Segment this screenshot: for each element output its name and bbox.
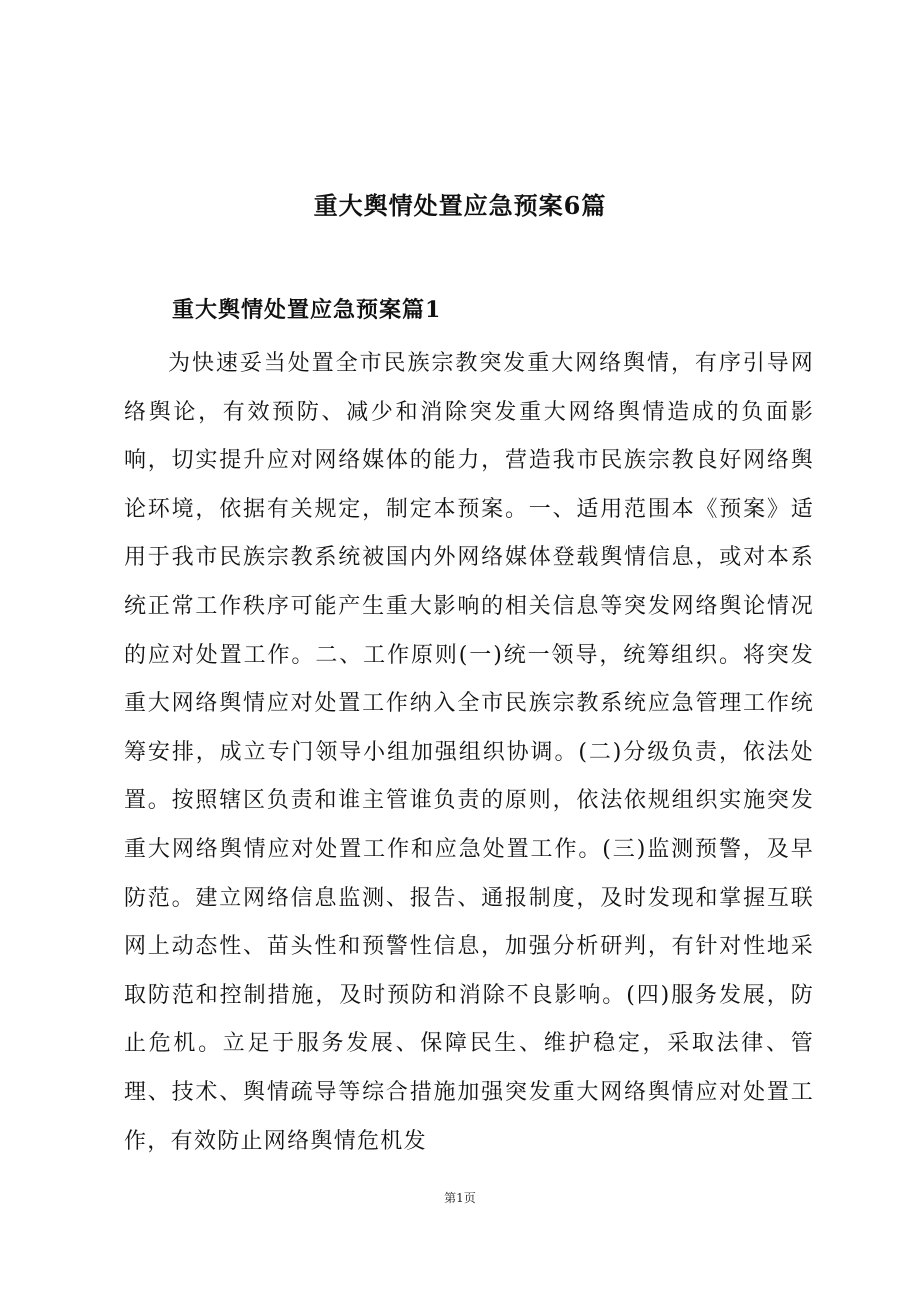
section-heading: 重大舆情处置应急预案篇1 — [172, 297, 442, 323]
body-paragraph: 为快速妥当处置全市民族宗教突发重大网络舆情，有序引导网络舆论，有效预防、减少和消除突发重大网络舆情造成的负面影响，切实提升应对网络媒体的能力，营造我市民族宗教良好网络舆论环境，依据有关规定，制定本预案。一、适用范围本《预案》适用于我市民族宗教系统被国内外网络媒体登载舆情信息，或对本系统正常工作秩序可能产生重大影响的相关信息等突发网络舆论情况的应对处置工作。二、工作原则(一)统一领导，统筹组织。将突发重大网络舆情应对处置工作纳入全市民族宗教系统应急管理工作统筹安排，成立专门领导小组加强组织协调。(二)分级负责，依法处置。按照辖区负责和谁主管谁负责的原则，依法依规组织实施突发重大网络舆情应对处置工作和应急处置工作。(三)监测预警，及早防范。建立网络信息监测、报告、通报制度，及时发现和掌握互联网上动态性、苗头性和预警性信息，加强分析研判，有针对性地采取防范和控制措施，及时预防和消除不良影响。(四)服务发展，防止危机。立足于服务发展、保障民生、维护稳定，采取法律、管理、技术、舆情疏导等综合措施加强突发重大网络舆情应对处置工作，有效防止网络舆情危机发 — [124, 351, 814, 1154]
page-number: 第1页 — [444, 1191, 476, 1205]
document-title: 重大舆情处置应急预案6篇 — [313, 191, 607, 220]
